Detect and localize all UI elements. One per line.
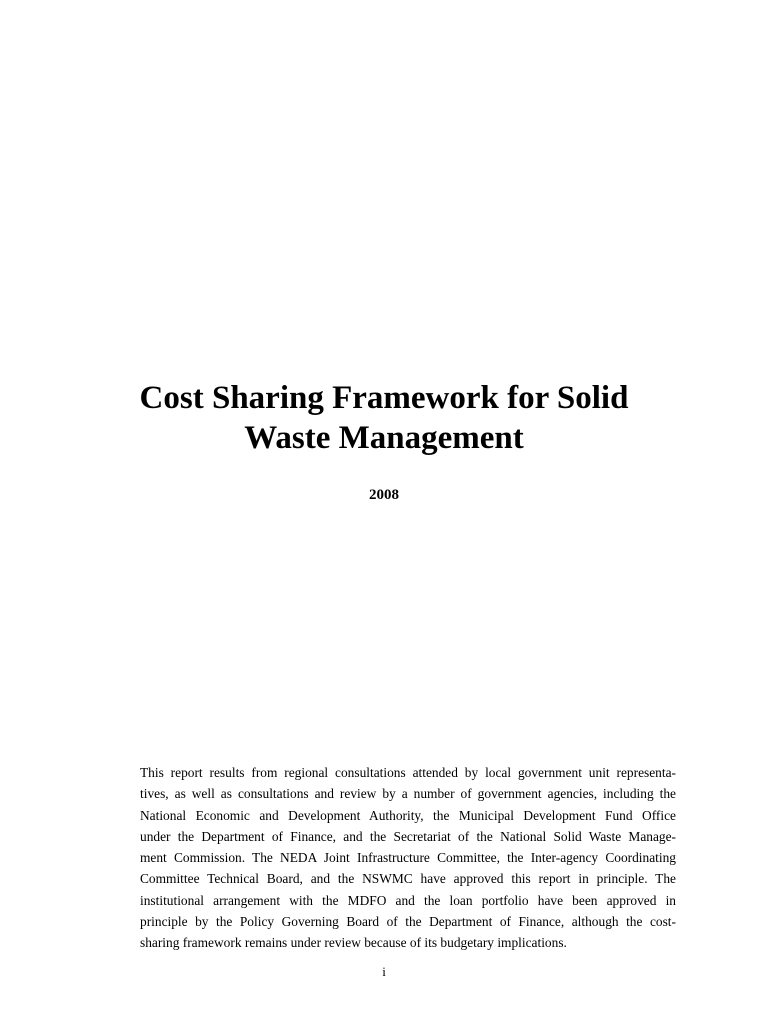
abstract-line: principle by the Policy Governing Board of the Department of Finance, although the cost- (140, 914, 676, 930)
abstract-line: tives, as well as consultations and review by a number of government agencies, including the (140, 786, 676, 802)
abstract-line: sharing framework remains under review because of its budgetary implications. (140, 935, 567, 951)
document-title-line: Cost Sharing Framework for Solid (139, 380, 629, 416)
document-title (0, 378, 768, 458)
abstract-line: National Economic and Development Authority, the Municipal Development Fund Office (140, 807, 676, 823)
document-title-line: Waste Management (244, 420, 524, 456)
abstract-line: under the Department of Finance, and the Secretariat of the National Solid Waste Manage- (140, 828, 676, 844)
abstract-line: Committee Technical Board, and the NSWMC have approved this report in principle. The (140, 871, 676, 887)
abstract-paragraph (140, 762, 676, 954)
abstract-line: This report results from regional consultations attended by local government unit representa- (140, 765, 676, 780)
abstract-line: institutional arrangement with the MDFO and the loan portfolio have been approved in (140, 892, 676, 908)
document-year: 2008 (369, 487, 399, 503)
page-number: i (382, 964, 386, 979)
abstract-line: ment Commission. The NEDA Joint Infrastructure Committee, the Inter-agency Coordinating (140, 850, 676, 866)
